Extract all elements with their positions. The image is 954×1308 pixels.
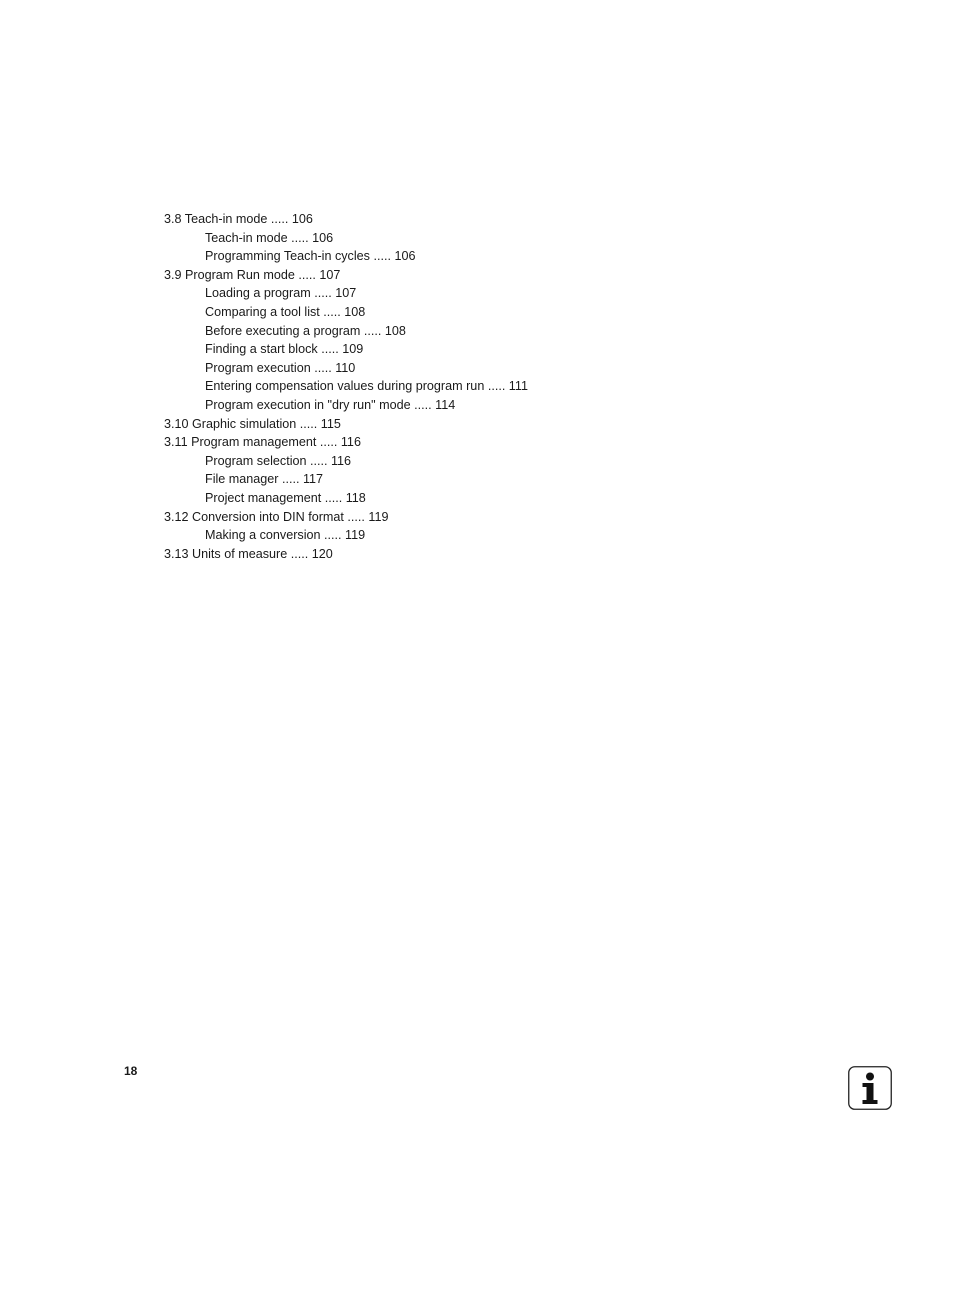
info-icon xyxy=(848,1066,892,1110)
toc-subentry-teach-in-mode[interactable]: Teach-in mode ..... 106 xyxy=(205,230,334,245)
toc-entry-3-12[interactable]: 3.12 Conversion into DIN format ..... 119 xyxy=(164,509,389,524)
toc-subentry-program-execution[interactable]: Program execution ..... 110 xyxy=(205,360,356,375)
toc-entry-3-8[interactable]: 3.8 Teach-in mode ..... 106 xyxy=(164,212,313,226)
toc-subentry-file-manager[interactable]: File manager ..... 117 xyxy=(205,472,324,487)
toc-subentry-loading-a-program[interactable]: Loading a program ..... 107 xyxy=(205,286,357,301)
toc-subentry-finding-a-start-block[interactable]: Finding a start block ..... 109 xyxy=(205,342,364,357)
toc-entry-3-9[interactable]: 3.9 Program Run mode ..... 107 xyxy=(164,267,341,282)
toc-entry-3-11[interactable]: 3.11 Program management ..... 116 xyxy=(164,435,361,450)
page-number: 18 xyxy=(124,1064,138,1078)
toc-subentry-program-selection[interactable]: Program selection ..... 116 xyxy=(205,453,352,468)
toc-subentry-programming-teach-in-cycles[interactable]: Programming Teach-in cycles ..... 106 xyxy=(205,249,416,264)
toc-entry-3-13[interactable]: 3.13 Units of measure ..... 120 xyxy=(164,546,333,561)
toc-subentry-entering-compensation-values[interactable]: Entering compensation values during program run ..... 111 xyxy=(205,379,528,394)
toc-subentry-project-management[interactable]: Project management ..... 118 xyxy=(205,490,366,505)
toc-subentry-dry-run-mode[interactable]: Program execution in "dry run" mode ..... 114 xyxy=(205,397,456,412)
toc-entry-3-10[interactable]: 3.10 Graphic simulation ..... 115 xyxy=(164,416,341,431)
toc-subentry-making-a-conversion[interactable]: Making a conversion ..... 119 xyxy=(205,528,366,543)
toc-subentry-before-executing-a-program[interactable]: Before executing a program ..... 108 xyxy=(205,323,406,338)
toc-subentry-comparing-a-tool-list[interactable]: Comparing a tool list ..... 108 xyxy=(205,304,366,319)
table-of-contents xyxy=(164,210,528,563)
